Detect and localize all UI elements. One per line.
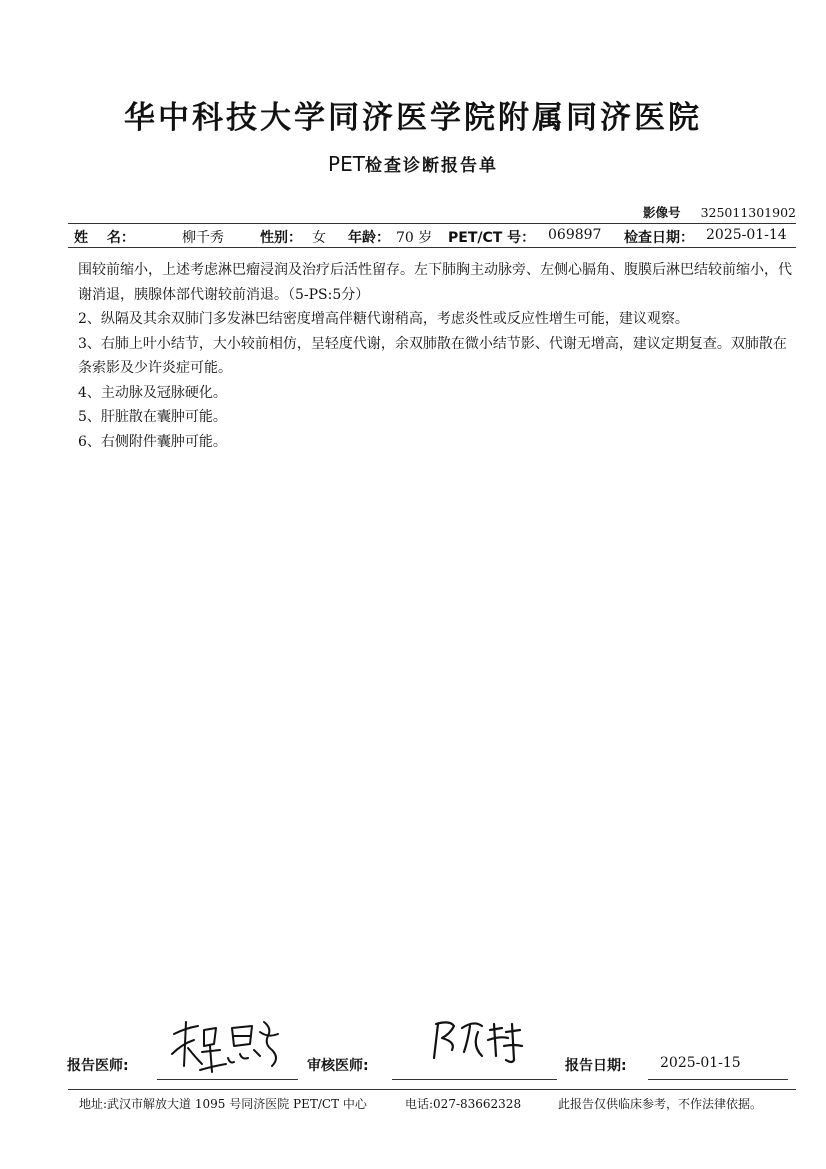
finding-paragraph: 2、纵隔及其余双肺门多发淋巴结密度增高伴糖代谢稍高，考虑炎性或反应性增生可能，建议观察。	[78, 311, 689, 327]
findings-text	[78, 258, 800, 454]
header-rule-bottom	[68, 247, 796, 248]
finding-paragraph: 5、肝脏散在囊肿可能。	[78, 409, 227, 425]
report-doctor-line	[157, 1079, 298, 1080]
name-label: 姓 名：	[74, 230, 135, 246]
report-doctor-signature	[168, 1014, 290, 1076]
sex-value: 女	[312, 230, 326, 246]
footer-disclaimer: 此报告仅供临床参考，不作法律依据。	[558, 1097, 763, 1111]
finding-paragraph: 4、主动脉及冠脉硬化。	[78, 384, 227, 401]
report-date-line	[648, 1079, 788, 1080]
report-title-text: 检查诊断报告单	[364, 156, 498, 176]
reviewer-line	[392, 1079, 557, 1080]
exam-date-label: 检查日期：	[624, 230, 694, 246]
age-value: 70 岁	[396, 230, 433, 246]
report-date-label: 报告日期:	[565, 1058, 627, 1074]
reviewer-label: 审核医师:	[307, 1058, 369, 1074]
report-doctor-label: 报告医师:	[67, 1058, 129, 1074]
name-value: 柳千秀	[182, 230, 224, 246]
footer-address: 地址:武汉市解放大道 1095 号同济医院 PET/CT 中心	[79, 1097, 367, 1111]
sex-label: 性别：	[260, 230, 302, 246]
finding-paragraph: 6、右侧附件囊肿可能。	[78, 433, 227, 450]
reviewer-signature	[420, 1016, 530, 1066]
header-rule-top	[68, 223, 796, 224]
report-title	[0, 151, 826, 176]
report-title-prefix: PET	[328, 152, 365, 176]
petct-value: 069897	[548, 227, 602, 243]
petct-label: PET/CT 号：	[448, 230, 536, 246]
age-label: 年龄：	[348, 230, 390, 246]
image-number-value: 325011301902	[700, 205, 796, 220]
footer-rule	[68, 1089, 796, 1090]
exam-date-value: 2025-01-14	[706, 227, 787, 243]
report-date-value: 2025-01-15	[660, 1055, 741, 1071]
finding-paragraph: 围较前缩小，上述考虑淋巴瘤浸润及治疗后活性留存。左下肺胸主动脉旁、左侧心膈角、腹膜后淋巴结较前缩小，代谢消退，胰腺体部代谢较前消退。（5-PS:5分）	[78, 262, 792, 303]
finding-paragraph: 3、右肺上叶小结节，大小较前相仿，呈轻度代谢，余双肺散在微小结节影、代谢无增高，建议定期复查。双肺散在条索影及少许炎症可能。	[78, 335, 787, 376]
patient-info-row	[72, 227, 796, 247]
footer-phone: 电话:027-83662328	[405, 1097, 522, 1111]
image-number	[643, 203, 796, 221]
image-number-label: 影像号	[643, 205, 681, 220]
hospital-name: 华中科技大学同济医学院附属同济医院	[124, 100, 702, 136]
